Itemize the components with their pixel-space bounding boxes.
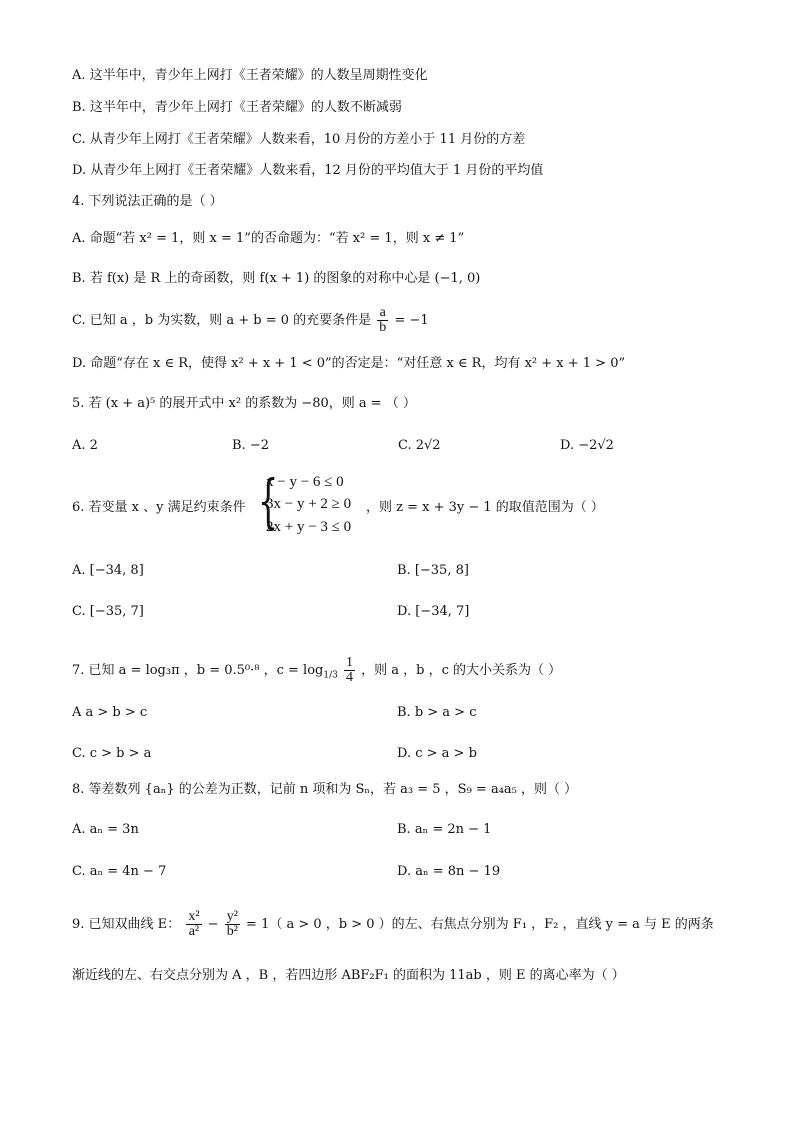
q4-option-c-fraction [377,306,388,335]
q8-option-c: C. aₙ = 4n − 7 [72,864,167,879]
q6-constraint-system [258,467,368,542]
q9-fraction-y [225,910,240,939]
q7-option-b: B. b > a > c [397,705,477,720]
fraction-denominator: 4 [345,670,353,685]
q6-stem-start: 6. 若变量 x 、y 满足约束条件 [72,500,246,515]
fraction-numerator: 1 [345,655,353,670]
q8-stem: 8. 等差数列 {aₙ} 的公差为正数，记前 n 项和为 Sₙ，若 a₃ = 5 ，S₉ = a₄a₅ ，则（ ） [72,782,578,797]
fraction-numerator: y² [226,909,238,924]
fraction-numerator: a [377,306,388,321]
q9-stem-mid: = 1（ a > 0 ，b > 0 ）的左、右焦点分别为 F₁ ，F₂ ，直线 y = a 与 E 的两条 [246,917,714,932]
q9-stem-start: 9. 已知双曲线 E： [72,917,181,932]
q5-option-c: C. 2√2 [398,438,441,453]
q3-option-a: A. 这半年中，青少年上网打《王者荣耀》的人数呈周期性变化 [72,68,428,83]
q7-option-c: C. c > b > a [72,746,152,761]
fraction-denominator: b² [226,924,238,939]
q5-option-a: A. 2 [72,438,98,453]
q7-fraction [344,656,355,685]
q4-option-b: B. 若 f(x) 是 R 上的奇函数，则 f(x + 1) 的图象的对称中心是 (−1, 0) [72,271,481,286]
q8-option-a: A. aₙ = 3n [72,822,139,837]
q6-option-b: B. [−35, 8] [397,563,469,578]
q6-stem-end: ，则 z = x + 3y − 1 的取值范围为（ ） [366,500,604,515]
q6-option-a: A. [−34, 8] [72,563,144,578]
q4-option-c [72,306,429,335]
q7-option-d: D. c > a > b [397,746,477,761]
q4-option-c-tail: = −1 [394,313,429,328]
fraction-denominator: a² [188,924,200,939]
q9-minus-sign: − [207,917,219,932]
fraction-denominator: b [379,320,387,335]
q9-stem-line1 [72,910,714,939]
q3-option-d: D. 从青少年上网打《王者荣耀》人数来看，12 月份的平均值大于 1 月份的平均值 [72,163,544,178]
fraction-numerator: x² [188,909,200,924]
q7-stem-start: 7. 已知 a = log₃π ，b = 0.5⁰·⁸ ，c = log [72,663,324,678]
q6-option-d: D. [−34, 7] [397,604,470,619]
q6-constraint-1: x − y − 6 ≤ 0 [266,474,344,490]
q7-option-a: A a > b > c [72,705,148,720]
q8-option-d: D. aₙ = 8n − 19 [397,864,501,879]
q7-log-base: 1/3 [323,670,338,681]
q8-option-b: B. aₙ = 2n − 1 [397,822,492,837]
q7-stem [72,656,561,685]
q5-stem: 5. 若 (x + a)⁵ 的展开式中 x² 的系数为 −80，则 a = （ ） [72,396,416,411]
q7-stem-end: ，则 a ，b ，c 的大小关系为（ ） [361,663,562,678]
left-brace-icon: { [258,467,279,535]
q5-option-d: D. −2√2 [560,438,614,453]
q5-option-b: B. −2 [232,438,269,453]
q6-constraint-3: 2x + y − 3 ≤ 0 [266,519,352,535]
q4-option-d: D. 命题“存在 x ∈ R，使得 x² + x + 1 < 0”的否定是：“对任意 x ∈ R，均有 x² + x + 1 > 0” [72,356,626,371]
q3-option-c: C. 从青少年上网打《王者荣耀》人数来看，10 月份的方差小于 11 月份的方差 [72,132,526,147]
q6-option-c: C. [−35, 7] [72,604,144,619]
q4-stem: 4. 下列说法正确的是（ ） [72,194,223,209]
q9-fraction-x [186,910,201,939]
q3-option-b: B. 这半年中，青少年上网打《王者荣耀》的人数不断减弱 [72,100,402,115]
q4-option-a: A. 命题“若 x² = 1，则 x = 1”的否命题为：“若 x² = 1，则 x ≠ 1” [72,231,465,246]
q6-constraint-2: 3x − y + 2 ≥ 0 [266,496,352,512]
q4-option-c-text: C. 已知 a ，b 为实数，则 a + b = 0 的充要条件是 [72,313,372,328]
q9-stem-line2: 渐近线的左、右交点分别为 A ，B ，若四边形 ABF₂F₁ 的面积为 11ab ，则 E 的离心率为（ ） [72,968,625,983]
